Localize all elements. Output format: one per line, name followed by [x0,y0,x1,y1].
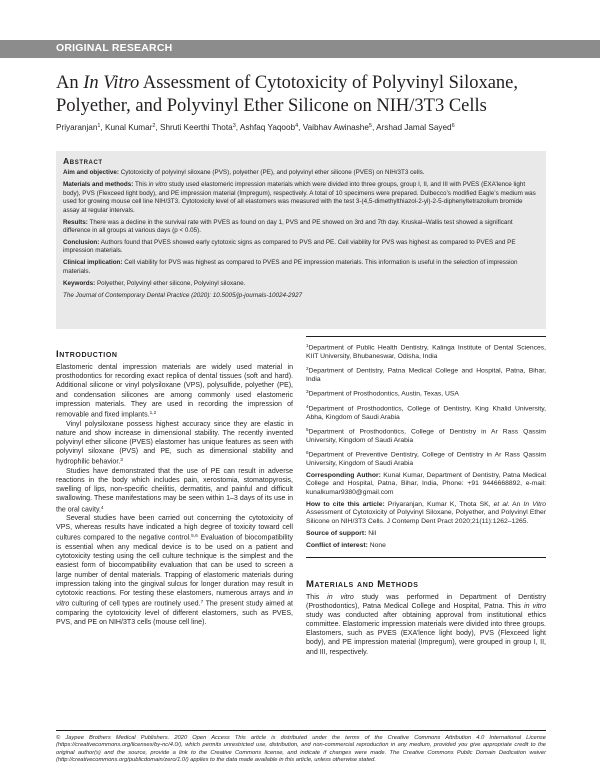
abstract-keywords: Keywords: Polyether, Polyvinyl ether silicone, Polyvinyl siloxane. [63,279,246,287]
license-text: © Jaypee Brothers Medical Publishers. 2020 Open Access This article is distributed under the terms of the Creative Commons Attribution 4.0 International License (https://creativecommons.org/licenses/by-nc/4.0/), which permits unrestricted use, distribution, and non-commercial reproduction in any medium, provided you give appropriate credit to the original author(s) and the source, provide a link to the Creative Commons license, and indicate if changes were made. The Creative Commons Public Domain Dedication waiver (http://creativecommons.org/publicdomain/zero/1.0/) applies to the data made available in this article, unless otherwise stated. [56,735,546,763]
intro-paragraph: Elastomeric dental impression materials are widely used material in prosthodontics for recording exact replica of dental tissues (soft and hard). Additional silicone or vinyl polysiloxane (VPS), polysulfide, polyether (PE), and condensation silicones are among commonly used elastomeric impression materials. They are used in recording the impression of removable and fixed implants.$^{1,2}$ [56,364,293,419]
abstract-methods: Materials and methods: This in vitro study used elastomeric impression materials which were divided into three groups, group I, II, and III with PVES (EXA’lence light body), PVS (Flexceed light body), and PE impression material (Impregum), respectively. A total of 10 specimens were prepared. Dulbecco’s modified Eagle’s medium was used for growing mouse cell line NIH/3T3. Cytotoxicity level of all elastomers was measured with the test 3-(4,5-dimethylthiazol-2-yl)-2-5-diphenyltetrazolium bromide assay at regular intervals. [63,181,536,214]
article-title: An In Vitro Assessment of Cytotoxicity of Polyvinyl Siloxane, Polyether, and Polyvinyl Ether Silicone on NIH/3T3 Cells [56,73,519,116]
affiliation: $^1$Department of Public Health Dentistry, Kalinga Institute of Dental Sciences, KIIT University, Bhubaneswar, Odisha, India [306,343,546,360]
author: Ashfaq Yaqoob$^4$ [239,123,299,132]
author: Vaibhav Awinashe$^5$ [302,123,372,132]
intro-paragraph: Studies have demonstrated that the use of PE can result in adverse reactions in the body which includes pain, xerostomia, stomatopyrosis, swelling of lips, non-specific cheilitis, dermatitis, and painful and difficult swallowing. These manifestations may be seen within 1–3 days of its use in the oral cavity.$^4$ [56,467,293,513]
how-to-cite: How to cite this article: Priyaranjan, Kumar K, Thota SK, et al. An In Vitro Assessment of Cytotoxicity of Polyvinyl Siloxane, Polyether, and Polyvinyl Ether Silicone on NIH/3T3 Cells. J Contemp Dent Pract 2020;21(11):1262–1265. [306,500,547,525]
banner-label: ORIGINAL RESEARCH [56,42,173,54]
conflict-of-interest: Conflict of interest: None [306,541,386,549]
corresponding-author: Corresponding Author: Kunal Kumar, Department of Dentistry, Patna Medical College and Hospital, Patna, Bihar, India, Phone: +91 9446668892, e-mail: kunalkumar9380@gmail.com [306,471,546,496]
abstract-citation: The Journal of Contemporary Dental Practice (2020): 10.5005/jp-journals-10024-2927 [63,291,303,299]
abstract-heading: Abstract [63,156,103,166]
abstract-conclusion: Conclusion: Authors found that PVES showed early cytotoxic signs as compared to PVS and PE. Cell viability for PVS was highest as compared to PVES and PE impression materials. [63,239,516,255]
author: Arshad Jamal Sayed$^6$ [376,123,455,132]
methods-heading: Materials and Methods [306,578,419,590]
intro-paragraph: Several studies have been carried out concerning the cytotoxicity of VPS, whereas results have indicated a high degree of toxicity toward cell cultures compared to the negative control.$^{5,6}$ Evaluation of biocompatibility is essential when any medical device is to be used on a patient and cytotoxicity testing using the cell culture technique is the simplest and the easiest form of biocompatibility evaluation that can be used to screen a large number of dental materials. Trapping of elastomeric materials during impression taking into the gingival sulcus for longer duration may result in cytotoxic reactions. For testing these elastomers, numerous arrays and in vitro culturing of cell types are routinely used.$^7$ The present study aimed at comparing the cytotoxicity level of different elastomers, such as PVES, PVS, and PE on NIH/3T3 cells (mouse cell line). [56,515,293,626]
affiliation: $^6$Department of Preventive Dentistry, College of Dentistry in Ar Rass Qassim University, Kingdom of Saudi Arabia [306,449,546,467]
license-footer [56,730,546,764]
right-column [306,336,546,657]
affiliation: $^4$Department of Prosthodontics, College of Dentistry, King Khalid University, Abha, Kingdom of Saudi Arabia [306,403,546,421]
abstract-box [56,151,546,329]
author: Shruti Keerthi Thota$^3$ [160,123,236,132]
abstract-results: Results: There was a decline in the survival rate with PVES as found on day 1, PVS and PE showed on 3rd and 7th day. Kruskal–Wallis test showed a significant difference in all groups at various days (p < 0.05). [63,218,513,235]
affiliation: $^5$Department of Prosthodontics, College of Dentistry in Ar Rass Qassim University, Kingdom of Saudi Arabia [306,426,546,444]
abstract-aim: Aim and objective: Cytotoxicity of polyvinyl siloxane (PVS), polyether (PE), and polyvinyl ether silicone (PVES) on NIH/3T3 cells. [63,169,425,177]
author-list: Priyaranjan$^1$, Kunal Kumar$^2$, Shruti Keerthi Thota$^3$, Ashfaq Yaqoob$^4$, Vaibhav Awinashe$^5$, Arshad Jamal Sayed$^6$ [56,123,455,132]
intro-paragraph: Vinyl polysiloxane possess highest accuracy since they are elastic in nature and show increase in dimensional stability. The recently invented polyvinyl ether silicone (PVES) elastomer has unique features as seen with polyvinyl siloxane (PVS) and PE, such as dimensional stability and hydrophilic behavior.$^3$ [56,420,293,466]
abstract-clinical: Clinical implication: Cell viability for PVS was highest as compared to PVES and PE impression materials. This information is useful in the selection of impression materials. [63,259,518,275]
left-column [56,336,293,627]
section-banner [0,40,600,58]
source-of-support: Source of support: Nil [306,529,377,537]
affiliation: $^3$Department of Prosthodontics, Austin, Texas, USA [306,389,459,398]
affiliations-box [306,336,546,558]
author: Kunal Kumar$^2$ [105,123,156,132]
affiliation: $^2$Department of Dentistry, Patna Medical College and Hospital, Patna, Bihar, India [306,366,546,383]
introduction-heading: Introduction [56,349,118,360]
author: Priyaranjan$^1$ [56,123,101,132]
methods-paragraph: This in vitro study was performed in Department of Dentistry (Prosthodontics), Patna Medical College and Hospital, Patna. This in vitro study was conducted after obtaining approval from institutional ethics committee. Elastomeric impression materials were divided into three groups. Elastomers, such as PVES (EXA’lence light body), PVS (Flexceed light body), and PE impression material (Impregum), were grouped in group I, II, and III, respectively. [306,593,546,656]
